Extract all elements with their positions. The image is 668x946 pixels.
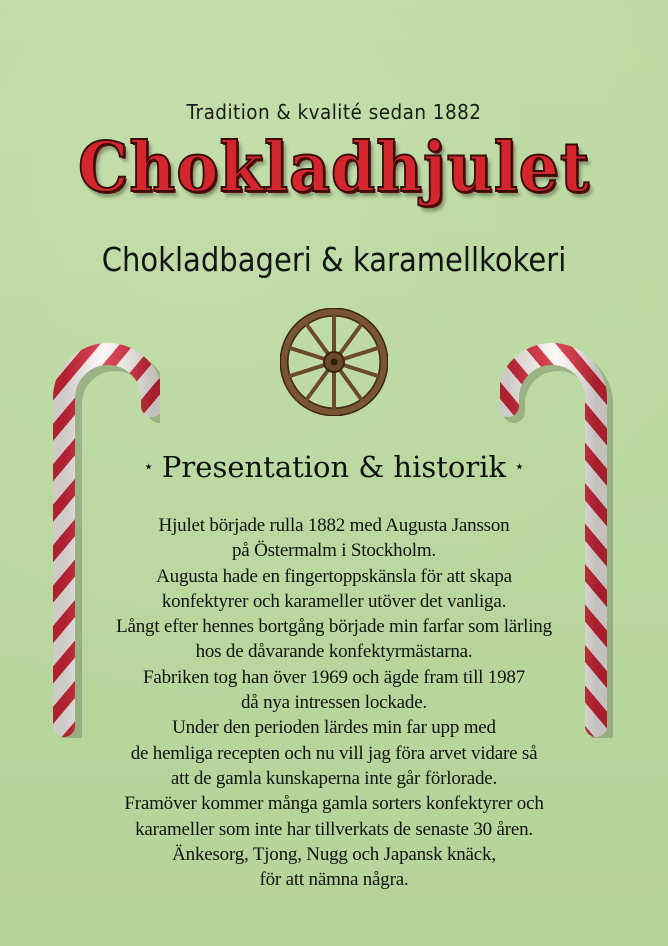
history-line: Änkesorg, Tjong, Nugg och Japansk knäck,	[172, 843, 496, 865]
history-line: Hjulet började rulla 1882 med Augusta Jansson	[158, 515, 510, 536]
history-line: karameller som inte har tillverkats de senaste 30 åren.	[135, 818, 533, 840]
history-line: att de gamla kunskaperna inte går förlorade.	[170, 767, 498, 789]
history-text	[0, 513, 668, 892]
history-line: Augusta hade en fingertoppskänsla för att skapa	[156, 565, 512, 587]
subtitle: Chokladbageri & karamellkokeri	[101, 240, 567, 279]
wagon-wheel-icon	[280, 308, 388, 416]
history-line: Långt efter hennes bortgång började min farfar som lärling	[116, 616, 552, 638]
history-line: hos de dåvarande konfektyrmästarna.	[195, 641, 473, 663]
history-line: Framöver kommer många gamla sorters konfektyrer och	[124, 793, 544, 815]
history-line: konfektyrer och karameller utöver det vanliga.	[161, 590, 507, 612]
section-heading	[0, 450, 668, 484]
history-line: de hemliga recepten och nu vill jag föra arvet vidare så	[130, 742, 538, 764]
page-title: Chokladhjulet	[78, 128, 590, 208]
tagline: Tradition & kvalité sedan 1882	[186, 100, 482, 124]
history-line: på Östermalm i Stockholm.	[232, 540, 436, 562]
star-icon: ⋆	[514, 457, 525, 477]
section-heading-text: Presentation & historik	[161, 450, 507, 484]
history-line: Fabriken tog han över 1969 och ägde fram till 1987	[142, 666, 526, 688]
star-icon: ⋆	[143, 457, 154, 477]
history-line: för att nämna några.	[259, 869, 409, 891]
history-line: Under den perioden lärdes min far upp med	[172, 717, 496, 739]
history-line: då nya intressen lockade.	[241, 692, 427, 714]
